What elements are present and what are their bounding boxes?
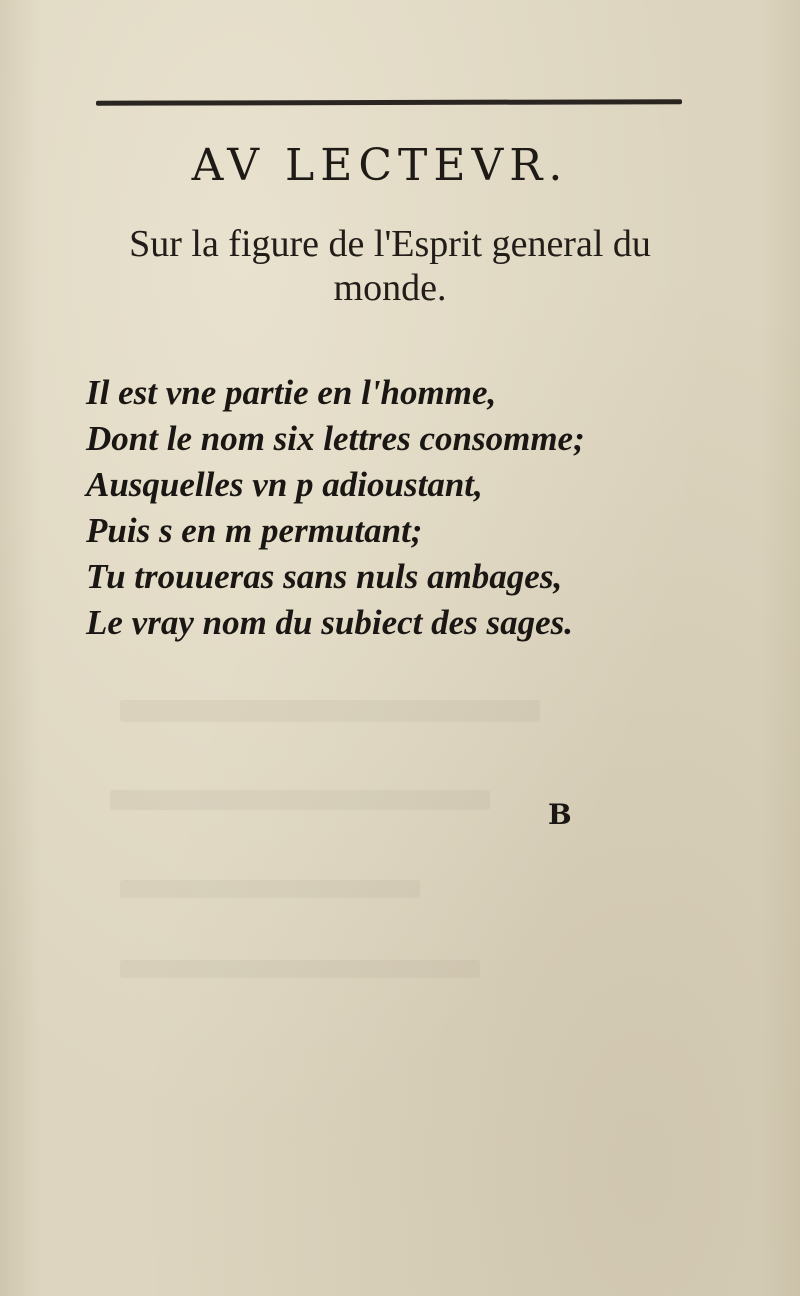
poem-line: Tu trouueras sans nuls ambages, <box>86 557 563 596</box>
bleed-through-mark <box>110 790 490 810</box>
poem-block <box>86 370 706 646</box>
bleed-through-mark <box>120 880 420 898</box>
page-heading: AV LECTEVR. <box>191 140 569 191</box>
poem-line: Puis s en m permutant; <box>86 511 423 550</box>
page-subtitle: Sur la figure de l'Esprit general du monde. <box>129 223 651 309</box>
poem-line: Le vray nom du subiect des sages. <box>86 603 574 642</box>
ornamental-rule <box>96 99 682 106</box>
bleed-through-mark <box>120 960 480 978</box>
poem-line: Il est vne partie en l'homme, <box>86 373 497 412</box>
poem-line: Ausquelles vn p adioustant, <box>86 465 483 504</box>
signature-mark: B <box>548 798 572 831</box>
poem-line: Dont le nom six lettres consomme; <box>86 419 585 458</box>
bleed-through-mark <box>120 700 540 722</box>
